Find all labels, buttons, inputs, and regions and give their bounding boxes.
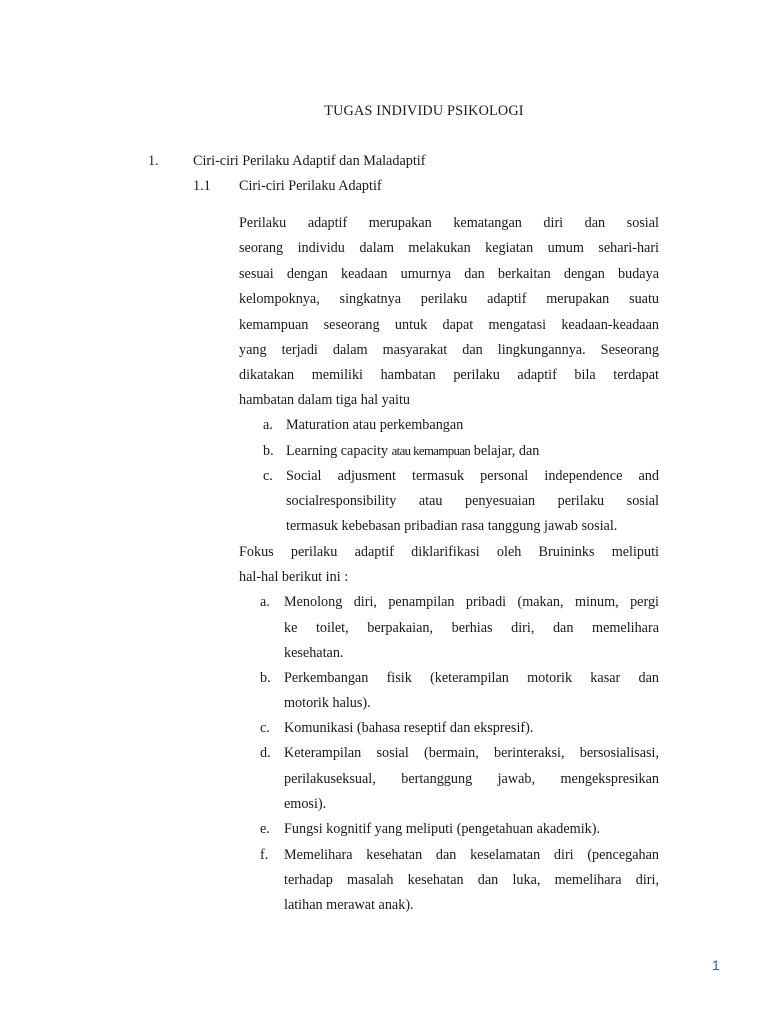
paragraph-line: Perilaku adaptif merupakan kematangan diri dan sosial <box>239 215 659 231</box>
list-item-line: socialresponsibility atau penyesuaian perilaku sosial <box>286 493 659 509</box>
subsection-number: 1.1 <box>193 178 211 194</box>
paragraph-line: sesuai dengan keadaan umurnya dan berkaitan dengan budaya <box>239 266 659 282</box>
paragraph-line: kelompoknya, singkatnya perilaku adaptif merupakan suatu <box>239 291 659 307</box>
page-number: 1 <box>712 957 720 973</box>
list-item-line: Keterampilan sosial (bermain, berinteraksi, bersosialisasi, <box>284 745 659 761</box>
list-marker: a. <box>260 594 270 610</box>
list-marker: c. <box>263 468 273 484</box>
list-item-line: Memelihara kesehatan dan keselamatan diri (pencegahan <box>284 847 659 863</box>
list-item: Maturation atau perkembangan <box>286 417 464 433</box>
paragraph-line: yang terjadi dalam masyarakat dan lingkungannya. Seseorang <box>239 342 659 358</box>
list-marker: e. <box>260 821 270 837</box>
list-text: belajar, dan <box>470 443 540 459</box>
list-item-line: Fungsi kognitif yang meliputi (pengetahuan akademik). <box>284 821 600 837</box>
list-marker: f. <box>260 847 269 863</box>
list-item-line: perilakuseksual, bertanggung jawab, mengekspresikan <box>284 771 659 787</box>
list-text-condensed: atau kemampuan <box>391 444 471 458</box>
list-text: Learning capacity <box>286 443 392 459</box>
list-item-line: motorik halus). <box>284 695 371 711</box>
paragraph-line: hambatan dalam tiga hal yaitu <box>239 392 410 408</box>
list-item-line: emosi). <box>284 796 327 812</box>
list-marker: b. <box>260 670 271 686</box>
list-marker: d. <box>260 745 271 761</box>
paragraph-line: hal-hal berikut ini : <box>239 569 349 585</box>
list-item <box>286 443 659 460</box>
paragraph-line: seorang individu dalam melakukan kegiatan umum sehari-hari <box>239 240 659 256</box>
document-title: TUGAS INDIVIDU PSIKOLOGI <box>324 103 524 119</box>
list-item-line: kesehatan. <box>284 645 344 661</box>
list-marker: c. <box>260 720 270 736</box>
paragraph-line: kemampuan seseorang untuk dapat mengatasi keadaan-keadaan <box>239 317 659 333</box>
list-marker: a. <box>263 417 273 433</box>
list-item-line: terhadap masalah kesehatan dan luka, memelihara diri, <box>284 872 659 888</box>
section-number: 1. <box>148 153 159 169</box>
list-marker: b. <box>263 443 274 459</box>
list-item-line: Komunikasi (bahasa reseptif dan ekspresif). <box>284 720 534 736</box>
paragraph-line: dikatakan memiliki hambatan perilaku adaptif bila terdapat <box>239 367 659 383</box>
list-item-line: termasuk kebebasan pribadian rasa tanggung jawab sosial. <box>286 518 618 534</box>
list-item-line: ke toilet, berpakaian, berhias diri, dan memelihara <box>284 620 659 636</box>
list-item-line: Social adjusment termasuk personal independence and <box>286 468 659 484</box>
section-heading: Ciri-ciri Perilaku Adaptif dan Maladaptif <box>193 153 426 169</box>
list-item-line: Menolong diri, penampilan pribadi (makan, minum, pergi <box>284 594 659 610</box>
list-item-line: latihan merawat anak). <box>284 897 414 913</box>
subsection-heading: Ciri-ciri Perilaku Adaptif <box>239 178 382 194</box>
paragraph-line: Fokus perilaku adaptif diklarifikasi oleh Bruininks meliputi <box>239 544 659 560</box>
list-item-line: Perkembangan fisik (keterampilan motorik kasar dan <box>284 670 659 686</box>
